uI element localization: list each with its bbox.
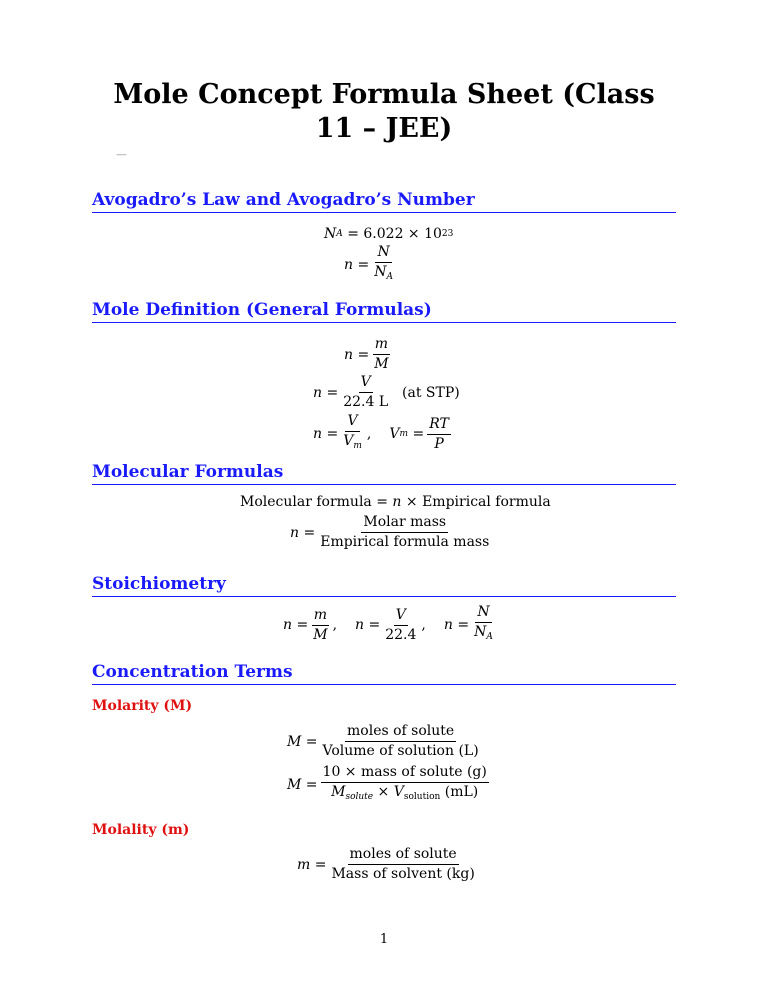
avogadro-number-equation: N A = 6.022 × 10 23	[324, 226, 454, 242]
moles-from-molar-volume-equation: n = $\frac{V}{V_m}$ , V m = $\frac{RT}{P}$	[313, 413, 449, 452]
stoichiometry-equations: n = $\frac{m}{M}$ , n = $\frac{V}{22.4}$ , n = $\frac{N}{N_A}$	[283, 604, 493, 643]
molarity-equation: M = $\frac{\text{moles of solute}}{\text{Volume of solution (L)}}$	[287, 723, 479, 759]
na-exponent: 23	[441, 229, 454, 239]
moles-from-particles-equation: n = $\frac{N}{N_A}$	[344, 244, 393, 282]
empirical-mass-label: Empirical formula mass	[320, 534, 490, 550]
mass-solute-label: 10 × mass of solute (g)	[321, 764, 489, 783]
section-avogadro: Avogadro’s Law and Avogadro’s Number	[92, 190, 676, 213]
moles-solute-label: moles of solute	[345, 723, 456, 742]
section-molecular-formulas: Molecular Formulas	[92, 462, 676, 485]
molecular-formula-equation: Molecular formula = n × Empirical formula	[240, 494, 551, 510]
section-concentration-terms: Concentration Terms	[92, 662, 676, 685]
subsection-molarity: Molarity (M)	[92, 698, 193, 714]
solute-subscript: solute	[345, 792, 374, 802]
molality-equation: m = $\frac{\text{moles of solute}}{\text{Mass of solvent (kg)}}$	[297, 846, 475, 882]
moles-at-stp-equation: n = $\frac{V}{22.4 L}$ (at STP)	[313, 374, 460, 410]
mass-solvent-label: Mass of solvent (kg)	[331, 866, 475, 882]
moles-solute-label: moles of solute	[348, 846, 459, 865]
section-stoichiometry: Stoichiometry	[92, 574, 676, 597]
stp-volume: 22.4 L	[343, 394, 389, 410]
empirical-formula-label: × Empirical formula	[405, 494, 551, 510]
page-number: 1	[379, 932, 389, 947]
molecular-formula-label: Molecular formula	[240, 494, 372, 510]
subsection-molality: Molality (m)	[92, 822, 190, 838]
moles-from-mass-equation: n = $\frac{m}{M}$	[344, 336, 389, 372]
ml-unit: (mL)	[444, 784, 479, 800]
n-ratio-equation: n = $\frac{\text{Molar mass}}{\text{Empirical formula mass}}$	[290, 514, 490, 550]
stoich-volume: 22.4	[385, 626, 417, 643]
stp-note: (at STP)	[402, 384, 460, 401]
solution-subscript: solution	[403, 792, 441, 802]
page-title: Mole Concept Formula Sheet (Class 11 – JEE)	[113, 79, 655, 144]
na-value: 6.022 × 10	[363, 226, 442, 242]
section-mole-definition: Mole Definition (General Formulas)	[92, 300, 676, 323]
author-placeholder: —	[116, 148, 127, 161]
volume-solution-label: Volume of solution (L)	[322, 743, 479, 759]
molar-mass-label: Molar mass	[361, 514, 448, 533]
molarity-mass-equation: M = $\frac{\text{10 × mass of solute (g)}}{M_{solute} \times V_{solution} (mL)}$	[287, 764, 487, 802]
